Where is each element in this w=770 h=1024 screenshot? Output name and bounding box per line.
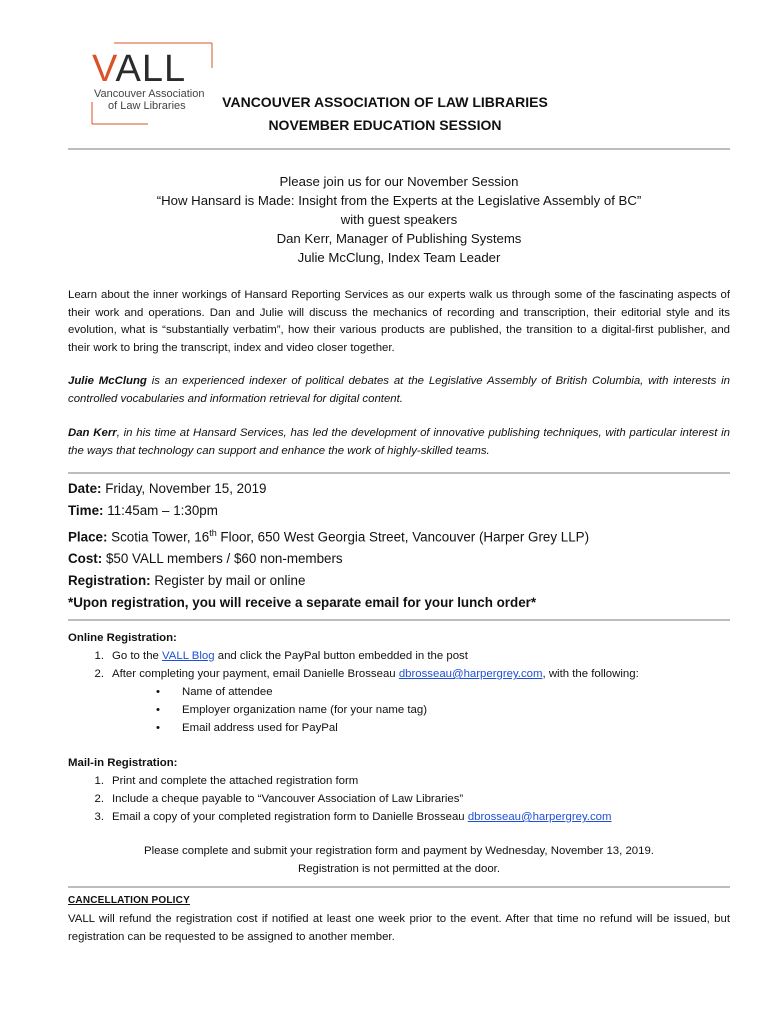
- bio-julie: Julie McClung is an experienced indexer of political debates at the Legislative Assembly of British Columbia, with interests in controlled vocabularies and information retrieval for digital content.: [68, 375, 730, 405]
- list-item: 1. Print and complete the attached registration form: [94, 775, 359, 787]
- logo-subtitle: Vancouver Association of Law Libraries: [94, 88, 205, 112]
- detail-time: Time: 11:45am – 1:30pm: [68, 503, 218, 518]
- deadline-note: Please complete and submit your registration form and payment by Wednesday, November 13, 2019. Registration is not permitted at the door.: [144, 845, 654, 875]
- bullet-item: • Name of attendee: [156, 686, 273, 698]
- detail-registration: Registration: Register by mail or online: [68, 573, 306, 589]
- section-title: Mail-in Registration:: [68, 757, 178, 769]
- detail-place: Place: Scotia Tower, 16th Floor, 650 West Georgia Street, Vancouver (Harper Grey LLP): [68, 528, 590, 545]
- mail-registration: [68, 754, 730, 826]
- header-title: VANCOUVER ASSOCIATION OF LAW LIBRARIES: [222, 94, 548, 110]
- bullet-item: • Employer organization name (for your name tag): [156, 704, 428, 716]
- intro-paragraph: Learn about the inner workings of Hansard Reporting Services as our experts walk us through some of the fascinating aspects of their work and operations. Dan and Julie will discuss the mechanics of recording and transcription, their editorial style and its evolution, what is “substantially verbatim”, how their various products are published, the transition to a digital-first publisher, and their work to bring the transcript, index and video closer together.: [68, 289, 730, 354]
- event-details: [68, 478, 730, 614]
- bullet-item: • Email address used for PayPal: [156, 722, 338, 734]
- invite-block: Please join us for our November Session “How Hansard is Made: Insight from the Experts at the Legislative Assembly of BC” with guest speakers Dan Kerr, Manager of Publishing Systems Julie McClung, Index Team Leader: [156, 174, 642, 265]
- divider: [68, 619, 730, 621]
- header-subtitle: NOVEMBER EDUCATION SESSION: [268, 117, 502, 133]
- list-item: 1. Go to the VALL Blog and click the PayPal button embedded in the post: [94, 650, 468, 662]
- vall-blog-link[interactable]: VALL Blog: [162, 650, 215, 662]
- online-registration: [68, 629, 730, 737]
- detail-cost: Cost: $50 VALL members / $60 non-members: [68, 551, 343, 567]
- divider: [68, 148, 730, 150]
- divider: [68, 472, 730, 474]
- cancellation-policy: [68, 892, 730, 946]
- section-title: Online Registration:: [68, 632, 177, 644]
- divider: [68, 886, 730, 888]
- list-item: 3. Email a copy of your completed registration form to Danielle Brosseau dbrosseau@harpergrey.com: [94, 811, 612, 823]
- lunch-notice: *Upon registration, you will receive a separate email for your lunch order*: [68, 595, 537, 611]
- detail-date: Date: Friday, November 15, 2019: [68, 481, 267, 496]
- logo-wordmark: VALL: [92, 48, 187, 90]
- list-item: 2. Include a cheque payable to “Vancouver Association of Law Libraries”: [94, 793, 464, 805]
- email-link[interactable]: dbrosseau@harpergrey.com: [467, 811, 612, 823]
- vall-logo: [88, 42, 228, 127]
- email-link[interactable]: dbrosseau@harpergrey.com: [398, 668, 543, 680]
- bio-dan: Dan Kerr, in his time at Hansard Services, has led the development of innovative publishing techniques, with particular interest in the ways that technology can support and enhance the work of highly-skilled teams.: [68, 427, 730, 457]
- list-item: 2. After completing your payment, email Danielle Brosseau dbrosseau@harpergrey.com, with the following:: [94, 668, 639, 680]
- policy-title: CANCELLATION POLICY: [68, 895, 190, 906]
- policy-text: VALL will refund the registration cost if notified at least one week prior to the event. After that time no refund will be issued, but registration can be requested to be assigned to another member.: [68, 913, 730, 943]
